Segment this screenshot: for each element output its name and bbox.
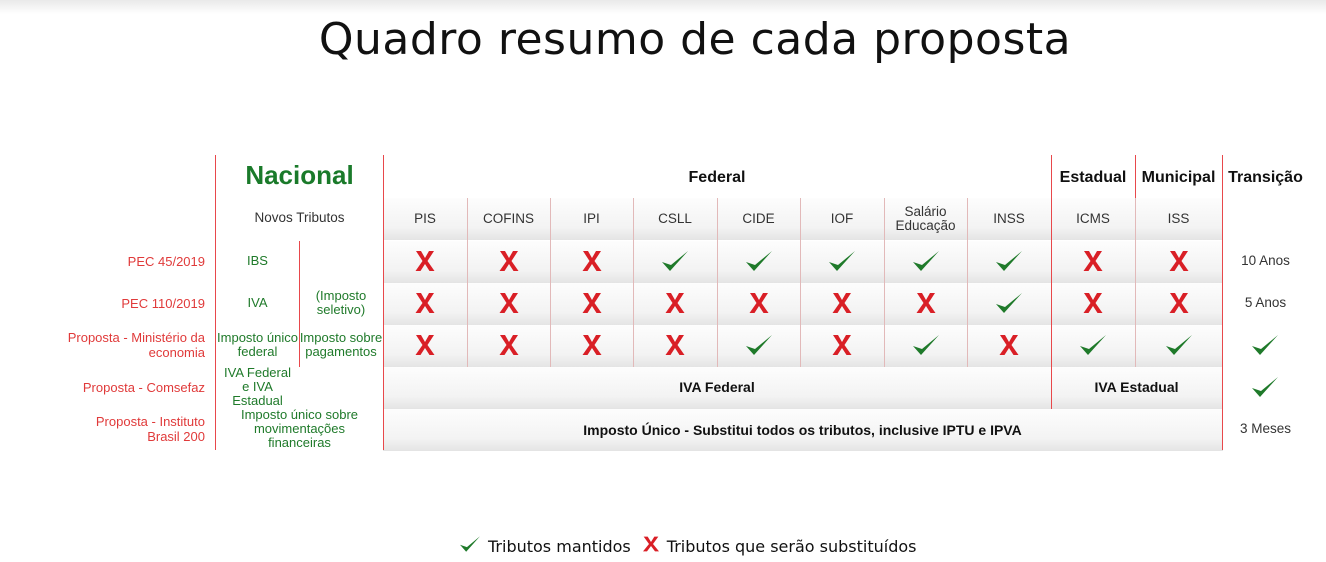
- new-tribute-imposto-pagamentos: Imposto sobre pagamentos: [299, 330, 383, 359]
- cross-icon: [660, 290, 690, 316]
- check-icon: [911, 248, 941, 274]
- check-icon: [744, 248, 774, 274]
- row-label-pec110: PEC 110/2019: [121, 295, 205, 311]
- cross-icon: [410, 248, 440, 274]
- check-icon: [911, 332, 941, 358]
- cross-icon: [1164, 248, 1194, 274]
- tax-header-ipi: IPI: [583, 211, 600, 226]
- check-icon: [1078, 332, 1108, 358]
- top-fade: [0, 0, 1326, 14]
- tax-header-salario-educacao: Salário Educação: [895, 204, 956, 233]
- new-tribute-imposto-unico-federal: Imposto único federal: [217, 330, 298, 359]
- new-tribute-imposto-seletivo: (Imposto seletivo): [315, 288, 367, 317]
- cross-icon: [577, 332, 607, 358]
- check-icon: [458, 534, 482, 558]
- legend: [458, 533, 916, 559]
- check-icon: [827, 248, 857, 274]
- tax-header-cofins: COFINS: [482, 211, 534, 226]
- legend-replaced-label: Tributos que serão substituídos: [666, 536, 917, 556]
- cross-icon: [1078, 290, 1108, 316]
- cross-icon: [744, 290, 774, 316]
- cross-icon: [410, 290, 440, 316]
- comsefaz-iva-federal: IVA Federal: [679, 379, 755, 395]
- header-federal: Federal: [688, 169, 746, 186]
- page-title: Quadro resumo de cada proposta: [318, 14, 1072, 65]
- new-tribute-imposto-movimentacoes: Imposto único sobre movimentações financeiras: [240, 407, 359, 450]
- tax-header-iof: IOF: [830, 211, 854, 226]
- cross-icon: [641, 533, 661, 559]
- cross-icon: [827, 332, 857, 358]
- check-icon: [744, 332, 774, 358]
- tax-header-pis: PIS: [414, 211, 436, 226]
- cross-icon: [1078, 248, 1108, 274]
- cross-icon: [994, 332, 1024, 358]
- cross-icon: [577, 290, 607, 316]
- row-label-comsefaz: Proposta - Comsefaz: [82, 379, 205, 395]
- cross-icon: [577, 248, 607, 274]
- header-municipal: Municipal: [1141, 169, 1216, 186]
- check-icon: [1250, 332, 1280, 358]
- row-label-instituto: Proposta - Instituto Brasil 200: [95, 414, 205, 444]
- comsefaz-iva-estadual: IVA Estadual: [1094, 379, 1179, 395]
- check-icon: [994, 290, 1024, 316]
- new-tribute-iva-federal-estadual: IVA Federal e IVA Estadual: [224, 365, 291, 408]
- tax-header-icms: ICMS: [1076, 211, 1110, 226]
- tax-header-csll: CSLL: [658, 211, 692, 226]
- check-icon: [1164, 332, 1194, 358]
- header-nacional: Nacional: [245, 160, 354, 190]
- tax-header-iss: ISS: [1167, 211, 1190, 226]
- instituto-imposto-unico: Imposto Único - Substitui todos os tributos, inclusive IPTU e IPVA: [583, 422, 1022, 438]
- cross-icon: [494, 248, 524, 274]
- cross-icon: [494, 290, 524, 316]
- row-label-pec45: PEC 45/2019: [127, 253, 205, 269]
- cross-icon: [827, 290, 857, 316]
- check-icon: [660, 248, 690, 274]
- cross-icon: [1164, 290, 1194, 316]
- row-label-ministerio: Proposta - Ministério da economia: [67, 330, 205, 360]
- transicao-pec45: 10 Anos: [1241, 253, 1290, 268]
- tax-header-cide: CIDE: [742, 211, 775, 226]
- check-icon: [994, 248, 1024, 274]
- check-icon: [1250, 374, 1280, 400]
- cross-icon: [494, 332, 524, 358]
- tax-header-inss: INSS: [993, 211, 1025, 226]
- new-tribute-iva: IVA: [247, 295, 268, 310]
- transicao-instituto: 3 Meses: [1239, 421, 1292, 436]
- cross-icon: [410, 332, 440, 358]
- legend-kept-label: Tributos mantidos: [488, 536, 631, 556]
- new-tribute-ibs: IBS: [247, 253, 268, 268]
- header-transicao: Transição: [1228, 169, 1303, 186]
- header-novos-tributos: Novos Tributos: [254, 210, 345, 225]
- cross-icon: [660, 332, 690, 358]
- header-estadual: Estadual: [1059, 169, 1127, 186]
- cross-icon: [911, 290, 941, 316]
- transicao-pec110: 5 Anos: [1244, 295, 1287, 310]
